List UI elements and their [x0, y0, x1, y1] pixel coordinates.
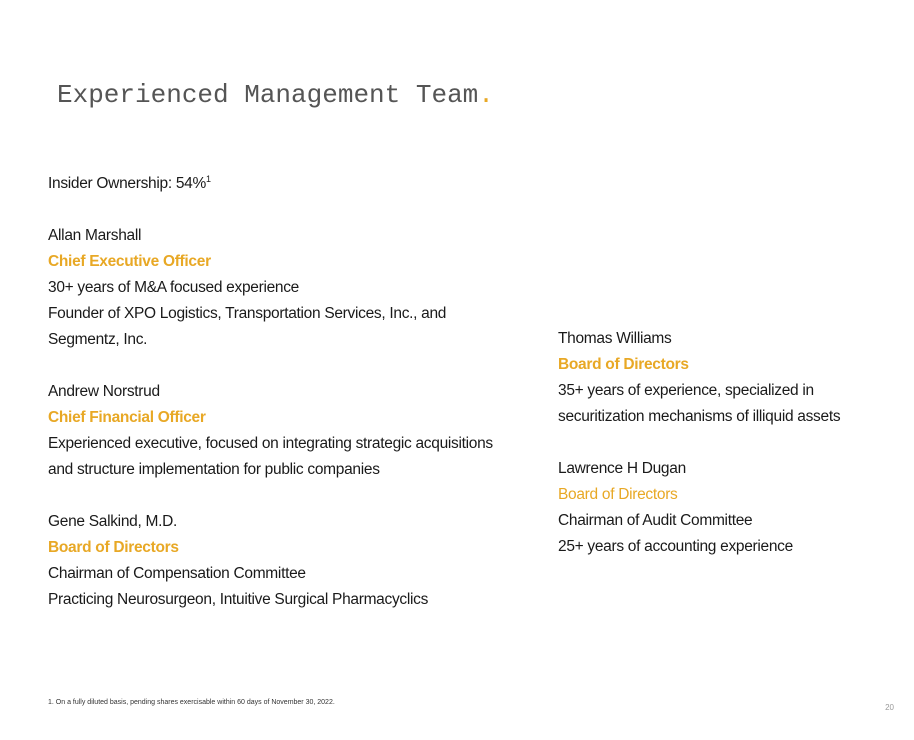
- person-detail: 30+ years of M&A focused experience: [48, 279, 300, 296]
- person-detail: Experienced executive, focused on integrating strategic acquisitions and structure implementation for public companies: [48, 435, 493, 478]
- person-gene-salkind: [48, 509, 498, 613]
- person-role: Board of Directors: [558, 356, 689, 373]
- insider-ownership: [48, 171, 498, 197]
- person-role: Board of Directors: [48, 539, 179, 556]
- footnote-marker: 1: [205, 173, 211, 184]
- slide-title: [57, 80, 494, 110]
- person-detail: Chairman of Audit Committee: [558, 512, 753, 529]
- slide-title-text: Experienced Management Team: [57, 80, 479, 110]
- right-column: [558, 326, 858, 560]
- person-name: Allan Marshall: [48, 227, 142, 244]
- person-role: Chief Financial Officer: [48, 409, 206, 426]
- person-name: Gene Salkind, M.D.: [48, 513, 177, 530]
- person-andrew-norstrud: [48, 379, 498, 483]
- person-name: Thomas Williams: [558, 330, 672, 347]
- left-column: [48, 171, 498, 613]
- person-lawrence-dugan: [558, 456, 858, 560]
- person-role: Chief Executive Officer: [48, 253, 211, 270]
- footnote: 1. On a fully diluted basis, pending shares exercisable within 60 days of November 30, 2022.: [48, 699, 335, 706]
- title-accent-dot: .: [478, 80, 494, 110]
- insider-ownership-label: Insider Ownership: 54%: [48, 175, 206, 192]
- person-detail: Chairman of Compensation Committee: [48, 565, 306, 582]
- person-allan-marshall: [48, 223, 498, 353]
- person-detail: Practicing Neurosurgeon, Intuitive Surgical Pharmacyclics: [48, 591, 429, 608]
- person-name: Lawrence H Dugan: [558, 460, 686, 477]
- person-detail: 25+ years of accounting experience: [558, 538, 793, 555]
- person-detail: Founder of XPO Logistics, Transportation Services, Inc., and Segmentz, Inc.: [48, 305, 447, 348]
- person-role: Board of Directors: [558, 486, 678, 503]
- person-detail: 35+ years of experience, specialized in securitization mechanisms of illiquid assets: [558, 382, 841, 425]
- page-number: 20: [885, 703, 894, 712]
- person-name: Andrew Norstrud: [48, 383, 160, 400]
- person-thomas-williams: [558, 326, 858, 430]
